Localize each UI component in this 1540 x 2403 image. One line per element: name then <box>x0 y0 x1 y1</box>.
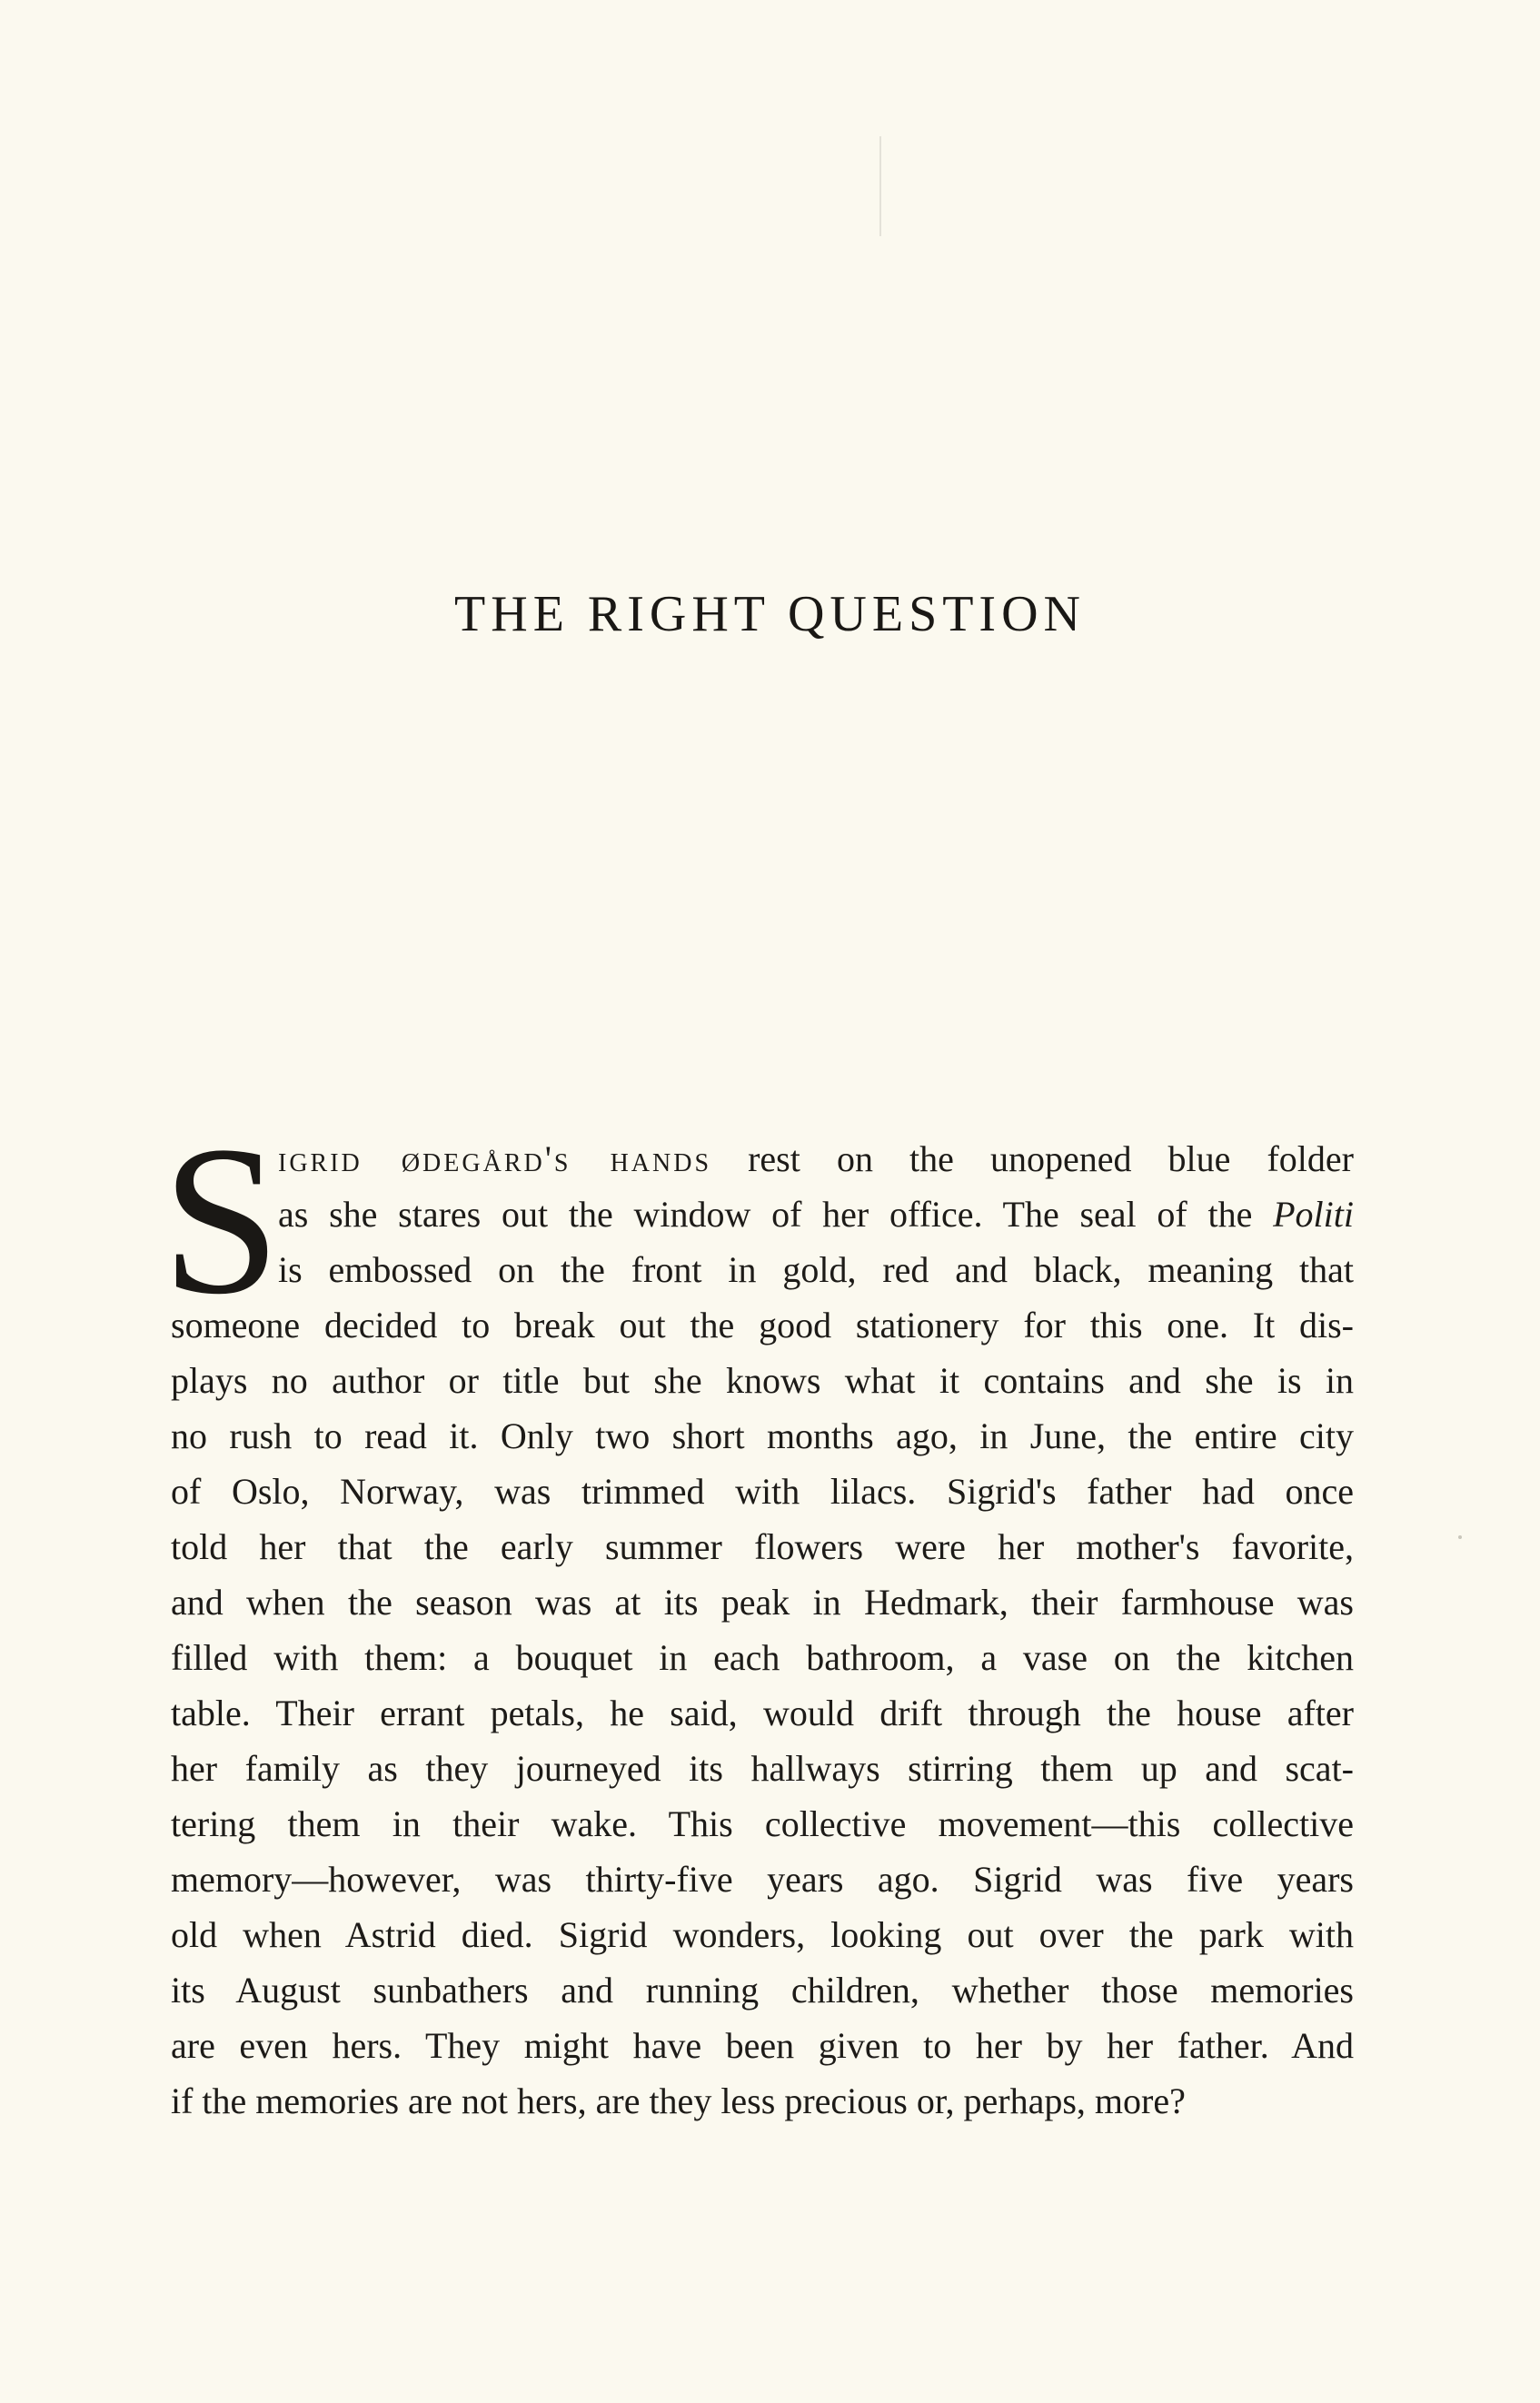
body-line: if the memories are not hers, are they less precious or, perhaps, more? <box>171 2080 1186 2121</box>
opening-line-3: is embossed on the front in gold, red and black, meaning that <box>278 1249 1354 1290</box>
body-line: tering them in their wake. This collective movement—this collective <box>171 1803 1354 1844</box>
body-line: no rush to read it. Only two short months ago, in June, the entire city <box>171 1415 1354 1456</box>
body-line: her family as they journeyed its hallways stirring them up and scat- <box>171 1748 1354 1789</box>
opening-line-1-rest: rest on the unopened blue folder <box>748 1138 1354 1179</box>
opening-line-1 <box>278 1138 1354 1179</box>
scan-artifact-dot <box>1458 1535 1462 1539</box>
politi-italic: Politi <box>1273 1194 1354 1235</box>
body-line: are even hers. They might have been given to her by her father. And <box>171 2025 1354 2066</box>
body-line: old when Astrid died. Sigrid wonders, looking out over the park with <box>171 1914 1354 1955</box>
scan-artifact-line <box>879 136 881 236</box>
opening-line-2-text: as she stares out the window of her office. The seal of the <box>278 1194 1253 1235</box>
body-line: and when the season was at its peak in Hedmark, their farmhouse was <box>171 1582 1354 1623</box>
chapter-title: THE RIGHT QUESTION <box>454 586 1086 642</box>
small-caps-lead: igrid ødegård's hands <box>278 1138 712 1179</box>
body-line: its August sunbathers and running children, whether those memories <box>171 1970 1354 2011</box>
body-line: plays no author or title but she knows what it contains and she is in <box>171 1360 1354 1401</box>
body-line: of Oslo, Norway, was trimmed with lilacs. Sigrid's father had once <box>171 1471 1354 1512</box>
body-line: told her that the early summer flowers were her mother's favorite, <box>171 1526 1354 1567</box>
body-line: someone decided to break out the good stationery for this one. It dis- <box>171 1305 1354 1345</box>
body-line: table. Their errant petals, he said, would drift through the house after <box>171 1693 1354 1733</box>
drop-cap: S <box>162 1102 281 1338</box>
body-line: filled with them: a bouquet in each bathroom, a vase on the kitchen <box>171 1637 1354 1678</box>
opening-line-2 <box>278 1194 1354 1235</box>
body-line: memory—however, was thirty-five years ago. Sigrid was five years <box>171 1859 1354 1900</box>
